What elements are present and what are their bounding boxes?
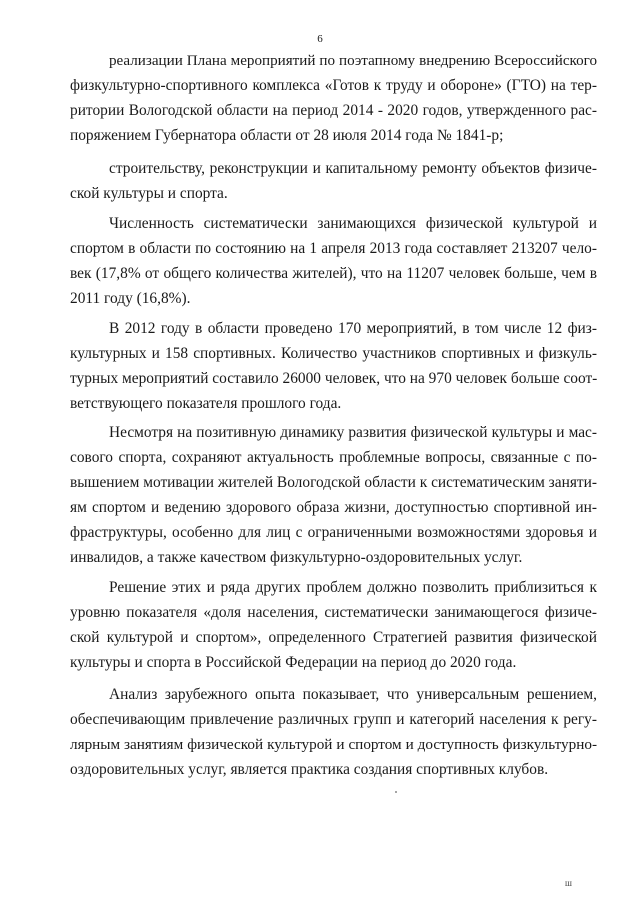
text-line: строительству, реконструкции и капитальному ремонту объектов физиче- (109, 160, 597, 177)
text-line: культуры и спорта в Российской Федерации на период до 2020 года. (70, 654, 517, 671)
text-line: вышением мотивации жителей Вологодской области к систематическим заняти- (70, 474, 597, 491)
text-line: фраструктуры, особенно для лиц с ограниченными возможностями здоровья и (70, 524, 597, 541)
text-line: В 2012 году в области проведено 170 мероприятий, в том числе 12 физ- (109, 320, 597, 337)
text-line: ской культурой и спортом», определенного Стратегией развития физической (70, 629, 597, 646)
text-line: лярным занятиям физической культурой и спортом и доступность физкультурно- (70, 736, 597, 753)
page-number: 6 (317, 33, 323, 45)
text-line: Анализ зарубежного опыта показывает, что универсальным решением, (109, 686, 597, 703)
text-line: Решение этих и ряда других проблем должно позволить приблизиться к (109, 579, 597, 596)
text-line: уровню показателя «доля населения, систематически занимающегося физиче- (70, 604, 597, 621)
text-line: Несмотря на позитивную динамику развития физической культуры и мас- (109, 424, 597, 441)
text-line: турных мероприятий составило 26000 человек, что на 970 человек больше соот- (70, 370, 598, 387)
text-line: физкультурно-спортивного комплекса «Готов к труду и обороне» (ГТО) на тер- (70, 77, 597, 94)
text-line: оздоровительных услуг, является практика создания спортивных клубов. (70, 761, 549, 778)
text-line: 2011 году (16,8%). (70, 290, 191, 307)
scan-speck (395, 791, 397, 793)
text-line: век (17,8% от общего количества жителей), что на 11207 человек больше, чем в (70, 265, 597, 282)
text-line: реализации Плана мероприятий по поэтапному внедрению Всероссийского (109, 53, 597, 69)
text-line: ритории Вологодской области на период 2014 - 2020 годов, утвержденного рас- (70, 102, 597, 119)
text-line: обеспечивающим привлечение различных групп и категорий населения к регу- (70, 711, 597, 728)
text-line: инвалидов, а также качеством физкультурно-оздоровительных услуг. (70, 549, 523, 566)
text-line: культурных и 158 спортивных. Количество участников спортивных и физкуль- (70, 345, 597, 362)
text-line: ской культуры и спорта. (70, 185, 228, 202)
corner-mark: ш (565, 878, 572, 888)
text-line: сового спорта, сохраняют актуальность проблемные вопросы, связанные с по- (70, 449, 597, 466)
text-line: Численность систематически занимающихся физической культурой и (109, 215, 597, 232)
text-line: ям спортом и ведению здорового образа жизни, доступностью спортивной ин- (70, 499, 597, 516)
text-line: спортом в области по состоянию на 1 апреля 2013 года составляет 213207 чело- (70, 240, 597, 257)
text-line: поряжением Губернатора области от 28 июля 2014 года № 1841-р; (70, 127, 504, 144)
text-line: ветствующего показателя прошлого года. (70, 395, 342, 412)
